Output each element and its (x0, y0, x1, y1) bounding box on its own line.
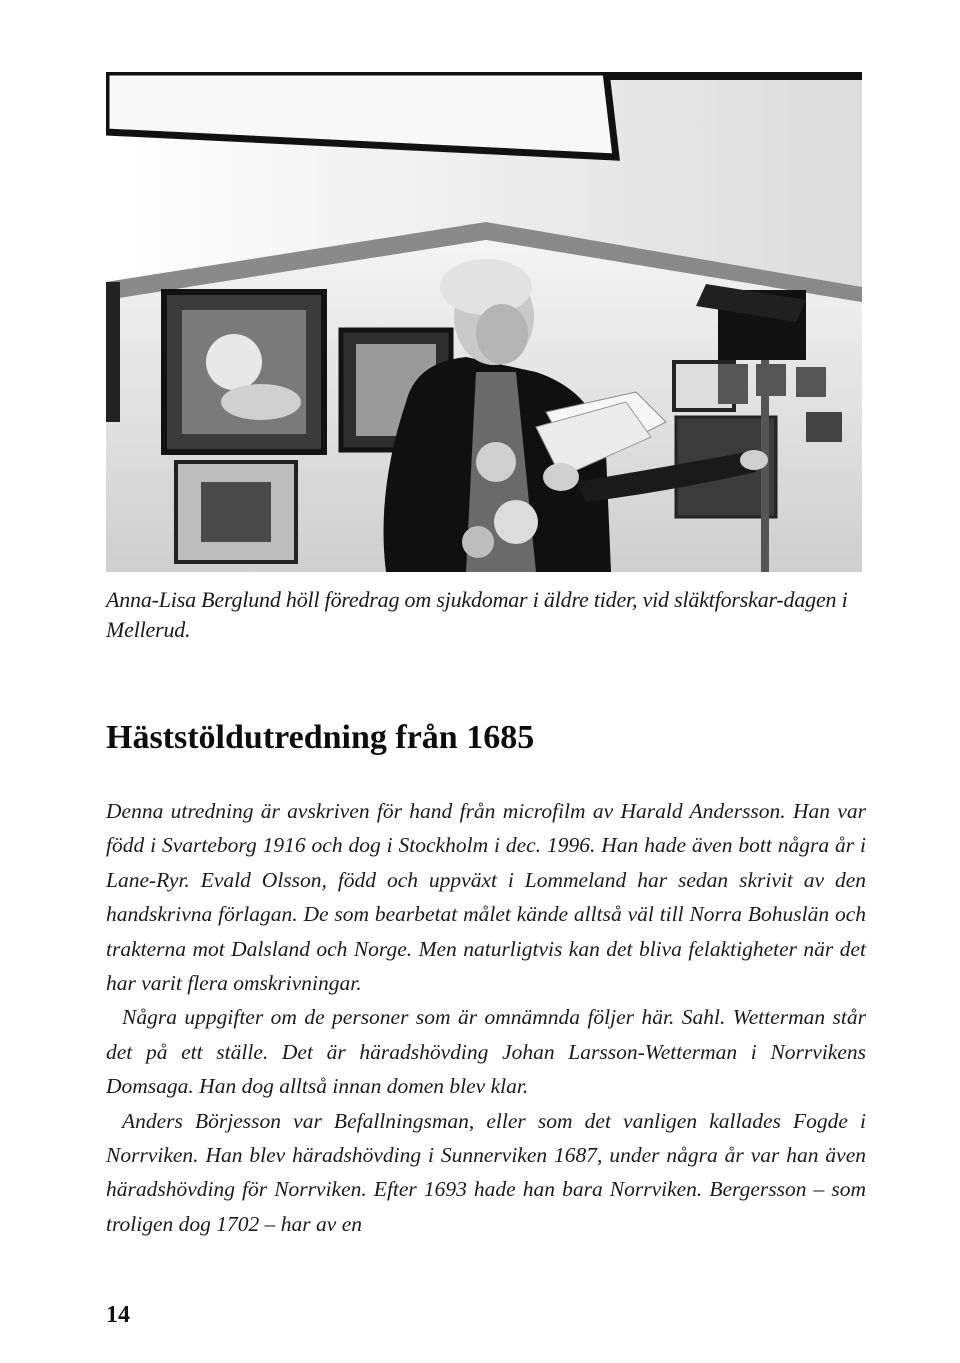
photograph-illustration (106, 72, 862, 572)
body-paragraph: Anders Börjesson var Befallningsman, eller som det vanligen kallades Fogde i Norrviken. Han blev häradshövding i Sunnerviken 1687, under några år var han även häradshövding för Norrviken. Efter 1693 hade han bara Norrviken. Bergersson – som troligen dog 1702 – har av en (106, 1108, 866, 1236)
photograph (106, 72, 862, 572)
article-body (106, 794, 866, 1241)
page-number: 14 (106, 1302, 130, 1328)
photo-caption: Anna-Lisa Berglund höll föredrag om sjukdomar i äldre tider, vid släktforskar-dagen i Mellerud. (106, 587, 848, 642)
body-paragraph: Några uppgifter om de personer som är omnämnda följer här. Sahl. Wetterman står det på ett ställe. Det är häradshövding Johan Larsson-Wetterman i Norrvikens Domsaga. Han dog alltså innan domen blev klar. (106, 1005, 866, 1099)
body-paragraph: Denna utredning är avskriven för hand från microfilm av Harald Andersson. Han var född i Svarteborg 1916 och dog i Stockholm i dec. 1996. Han hade även bott några år i Lane-Ryr. Evald Olsson, född och uppväxt i Lommeland har sedan skrivit av den handskrivna förlagan. De som bearbetat målet kände alltså väl till Norra Bohuslän och trakterna mot Dalsland och Norge. Men naturligtvis kan det bliva felaktigheter när det har varit flera omskrivningar. (106, 799, 866, 996)
article-heading: Häststöldutredning från 1685 (106, 719, 535, 756)
